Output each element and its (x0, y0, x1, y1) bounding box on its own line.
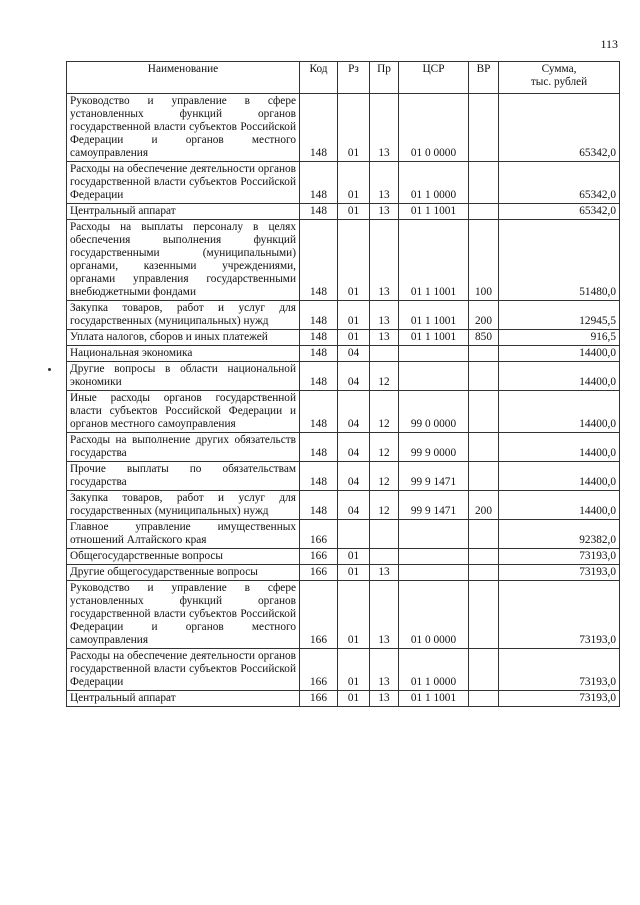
cell-vr (469, 94, 499, 162)
cell-sum: 92382,0 (499, 520, 620, 549)
cell-name: Руководство и управление в сфере установленных функций органов государственной власти субъектов Российской Федерации и органов местного самоуправления (67, 581, 300, 649)
header-sum-line1: Сумма, (541, 63, 577, 75)
table-row (67, 346, 620, 362)
table-row (67, 391, 620, 433)
cell-name: Центральный аппарат (67, 691, 300, 707)
table-row (67, 491, 620, 520)
cell-rz: 01 (338, 691, 370, 707)
cell-sum: 14400,0 (499, 462, 620, 491)
cell-name: Другие вопросы в области национальной экономики (67, 362, 300, 391)
cell-sum: 65342,0 (499, 204, 620, 220)
header-sum (499, 62, 620, 94)
cell-kod: 148 (300, 220, 338, 301)
cell-pr: 13 (370, 330, 399, 346)
cell-vr (469, 162, 499, 204)
cell-pr (370, 520, 399, 549)
cell-sum: 14400,0 (499, 346, 620, 362)
table-row (67, 691, 620, 707)
cell-name: Иные расходы органов государственной власти субъектов Российской Федерации и органов местного самоуправления (67, 391, 300, 433)
cell-vr (469, 362, 499, 391)
header-vr: ВР (469, 62, 499, 94)
cell-vr (469, 462, 499, 491)
cell-sum: 14400,0 (499, 362, 620, 391)
header-sum-line2: тыс. рублей (530, 76, 588, 88)
cell-pr: 12 (370, 491, 399, 520)
cell-sum: 73193,0 (499, 691, 620, 707)
cell-csr: 01 1 1001 (399, 330, 469, 346)
table-header-row (67, 62, 620, 94)
cell-csr: 99 9 1471 (399, 462, 469, 491)
cell-csr (399, 362, 469, 391)
cell-pr: 12 (370, 433, 399, 462)
cell-rz: 04 (338, 491, 370, 520)
cell-rz: 04 (338, 391, 370, 433)
cell-csr (399, 520, 469, 549)
cell-rz: 01 (338, 330, 370, 346)
cell-vr (469, 346, 499, 362)
cell-csr: 01 0 0000 (399, 581, 469, 649)
table-row (67, 520, 620, 549)
cell-kod: 148 (300, 94, 338, 162)
cell-name: Расходы на обеспечение деятельности органов государственной власти субъектов Российской Федерации (67, 162, 300, 204)
cell-vr (469, 581, 499, 649)
cell-csr: 01 1 0000 (399, 649, 469, 691)
cell-name: Прочие выплаты по обязательствам государства (67, 462, 300, 491)
cell-name: Расходы на выплаты персоналу в целях обеспечения выполнения функций государственными (муниципальными) органами, казенными учреждениями, органами управления государственными внебюджетными фондами (67, 220, 300, 301)
cell-kod: 148 (300, 301, 338, 330)
cell-csr: 99 0 0000 (399, 391, 469, 433)
cell-sum: 12945,5 (499, 301, 620, 330)
cell-pr: 13 (370, 649, 399, 691)
table-row (67, 565, 620, 581)
table-row (67, 94, 620, 162)
cell-csr: 01 1 1001 (399, 204, 469, 220)
cell-rz: 04 (338, 433, 370, 462)
cell-kod: 148 (300, 330, 338, 346)
cell-sum: 65342,0 (499, 162, 620, 204)
cell-csr (399, 346, 469, 362)
header-pr: Пр (370, 62, 399, 94)
cell-csr (399, 565, 469, 581)
cell-vr: 850 (469, 330, 499, 346)
cell-rz: 04 (338, 362, 370, 391)
table-row (67, 549, 620, 565)
cell-vr (469, 520, 499, 549)
table-row (67, 204, 620, 220)
cell-kod: 166 (300, 581, 338, 649)
cell-csr: 01 1 1001 (399, 691, 469, 707)
cell-kod: 166 (300, 565, 338, 581)
cell-vr (469, 549, 499, 565)
cell-csr: 01 1 1001 (399, 220, 469, 301)
header-kod: Код (300, 62, 338, 94)
cell-pr (370, 549, 399, 565)
table-row (67, 462, 620, 491)
cell-pr: 12 (370, 391, 399, 433)
cell-kod: 166 (300, 691, 338, 707)
budget-table (66, 61, 620, 707)
table-row (67, 220, 620, 301)
cell-pr: 13 (370, 220, 399, 301)
header-name: Наименование (67, 62, 300, 94)
cell-vr (469, 649, 499, 691)
cell-name: Расходы на выполнение других обязательств государства (67, 433, 300, 462)
cell-sum: 14400,0 (499, 491, 620, 520)
cell-csr: 01 0 0000 (399, 94, 469, 162)
cell-rz: 01 (338, 301, 370, 330)
table-row (67, 433, 620, 462)
cell-name: Закупка товаров, работ и услуг для государственных (муниципальных) нужд (67, 491, 300, 520)
page-number: 113 (600, 37, 618, 51)
cell-rz: 01 (338, 549, 370, 565)
cell-kod: 148 (300, 362, 338, 391)
cell-sum: 73193,0 (499, 581, 620, 649)
cell-csr (399, 549, 469, 565)
cell-rz (338, 520, 370, 549)
cell-pr: 13 (370, 565, 399, 581)
cell-kod: 148 (300, 346, 338, 362)
cell-sum: 65342,0 (499, 94, 620, 162)
cell-rz: 01 (338, 94, 370, 162)
cell-kod: 148 (300, 491, 338, 520)
cell-rz: 01 (338, 204, 370, 220)
cell-name: Расходы на обеспечение деятельности органов государственной власти субъектов Российской Федерации (67, 649, 300, 691)
cell-vr: 100 (469, 220, 499, 301)
cell-kod: 148 (300, 204, 338, 220)
cell-csr: 99 9 1471 (399, 491, 469, 520)
cell-sum: 73193,0 (499, 549, 620, 565)
cell-kod: 166 (300, 520, 338, 549)
cell-name: Руководство и управление в сфере установленных функций органов государственной власти субъектов Российской Федерации и органов местного самоуправления (67, 94, 300, 162)
cell-name: Уплата налогов, сборов и иных платежей (67, 330, 300, 346)
cell-csr: 01 1 0000 (399, 162, 469, 204)
cell-kod: 148 (300, 433, 338, 462)
cell-pr: 13 (370, 94, 399, 162)
cell-rz: 01 (338, 649, 370, 691)
cell-name: Национальная экономика (67, 346, 300, 362)
header-rz: Рз (338, 62, 370, 94)
cell-csr: 99 9 0000 (399, 433, 469, 462)
cell-rz: 01 (338, 581, 370, 649)
cell-vr: 200 (469, 301, 499, 330)
table-row (67, 362, 620, 391)
cell-pr: 12 (370, 362, 399, 391)
cell-name: Общегосударственные вопросы (67, 549, 300, 565)
cell-name: Центральный аппарат (67, 204, 300, 220)
cell-name: Закупка товаров, работ и услуг для государственных (муниципальных) нужд (67, 301, 300, 330)
cell-pr: 13 (370, 301, 399, 330)
cell-pr: 13 (370, 691, 399, 707)
cell-vr (469, 204, 499, 220)
table-row (67, 330, 620, 346)
table-body (67, 94, 620, 707)
cell-pr: 13 (370, 162, 399, 204)
cell-sum: 14400,0 (499, 391, 620, 433)
cell-pr: 12 (370, 462, 399, 491)
cell-sum: 51480,0 (499, 220, 620, 301)
cell-sum: 73193,0 (499, 565, 620, 581)
cell-pr (370, 346, 399, 362)
cell-vr (469, 691, 499, 707)
cell-sum: 14400,0 (499, 433, 620, 462)
cell-pr: 13 (370, 581, 399, 649)
cell-pr: 13 (370, 204, 399, 220)
cell-vr (469, 433, 499, 462)
cell-csr: 01 1 1001 (399, 301, 469, 330)
table-row (67, 581, 620, 649)
cell-vr (469, 391, 499, 433)
table-row (67, 301, 620, 330)
cell-vr (469, 565, 499, 581)
cell-kod: 166 (300, 549, 338, 565)
cell-vr: 200 (469, 491, 499, 520)
cell-rz: 01 (338, 220, 370, 301)
cell-rz: 01 (338, 162, 370, 204)
cell-name: Главное управление имущественных отношений Алтайского края (67, 520, 300, 549)
cell-sum: 73193,0 (499, 649, 620, 691)
table-row (67, 649, 620, 691)
cell-name: Другие общегосударственные вопросы (67, 565, 300, 581)
table-row (67, 162, 620, 204)
cell-rz: 04 (338, 462, 370, 491)
cell-rz: 01 (338, 565, 370, 581)
cell-rz: 04 (338, 346, 370, 362)
header-csr: ЦСР (399, 62, 469, 94)
cell-kod: 166 (300, 649, 338, 691)
cell-kod: 148 (300, 462, 338, 491)
cell-kod: 148 (300, 162, 338, 204)
margin-dot-mark (48, 368, 51, 371)
cell-sum: 916,5 (499, 330, 620, 346)
cell-kod: 148 (300, 391, 338, 433)
